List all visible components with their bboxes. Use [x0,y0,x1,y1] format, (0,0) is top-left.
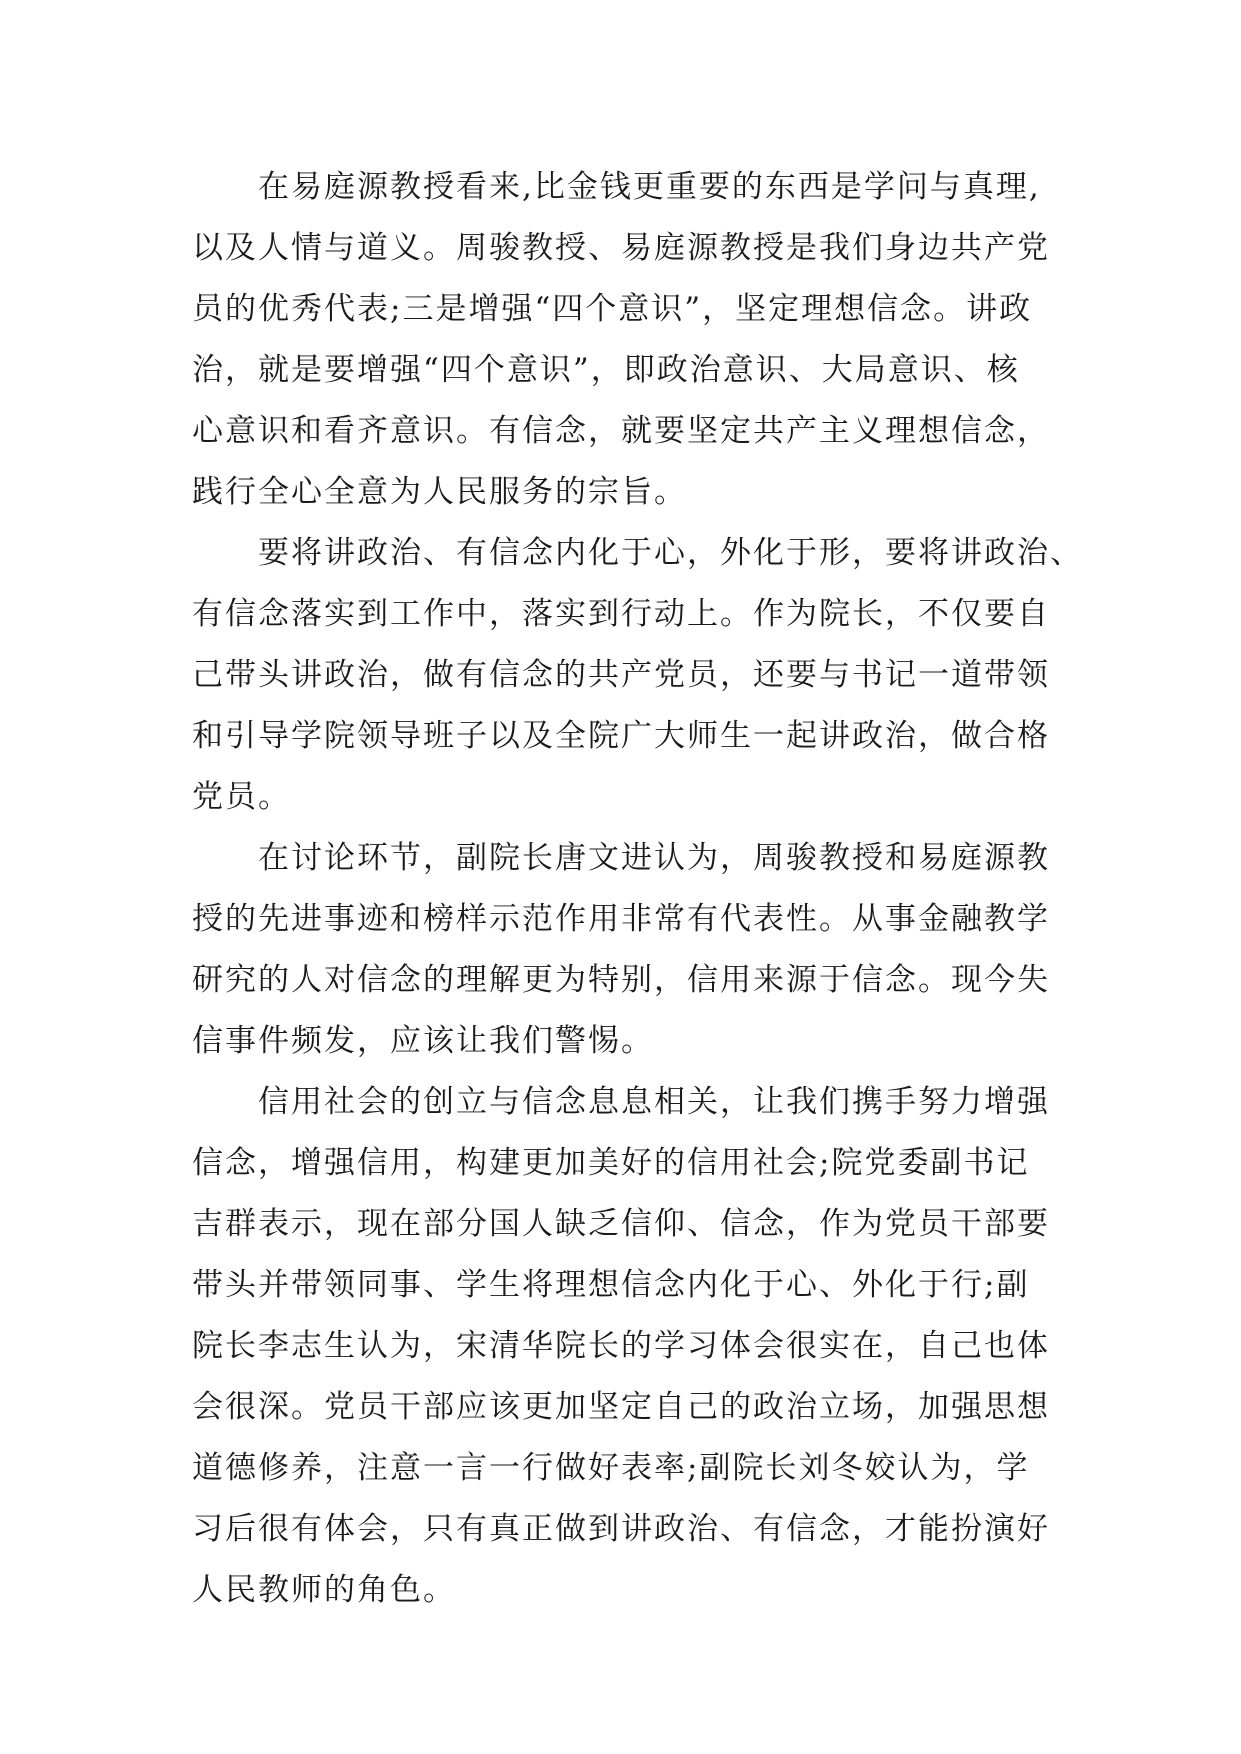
paragraph [192,157,1082,523]
text-line: 授的先进事迹和榜样示范作用非常有代表性。从事金融教学 [192,901,1050,937]
text-line: 党员。 [192,779,291,815]
paragraph [192,523,1082,828]
text-line: 人民教师的角色。 [192,1572,456,1608]
text-line: 信用社会的创立与信念息息相关，让我们携手努力增强 [258,1084,1050,1120]
text-line: 带头并带领同事、学生将理想信念内化于心、外化于行;副 [192,1267,1030,1303]
text-line: 在讨论环节，副院长唐文进认为，周骏教授和易庭源教 [258,840,1050,876]
paragraph [192,1072,1082,1621]
text-line: 和引导学院领导班子以及全院广大师生一起讲政治，做合格 [192,718,1050,754]
text-line: 习后很有体会，只有真正做到讲政治、有信念，才能扮演好 [192,1511,1050,1547]
text-line: 心意识和看齐意识。有信念，就要坚定共产主义理想信念， [192,413,1050,449]
document-body [192,157,1082,1621]
text-line: 在易庭源教授看来,比金钱更重要的东西是学问与真理, [258,169,1041,205]
text-line: 要将讲政治、有信念内化于心，外化于形，要将讲政治、 [258,535,1083,571]
text-line: 会很深。党员干部应该更加坚定自己的政治立场，加强思想 [192,1389,1050,1425]
text-line: 信念，增强信用，构建更加美好的信用社会;院党委副书记 [192,1145,1030,1181]
text-line: 员的优秀代表;三是增强“四个意识”，坚定理想信念。讲政 [192,291,1033,327]
text-line: 以及人情与道义。周骏教授、易庭源教授是我们身边共产党 [192,230,1050,266]
paragraph [192,828,1082,1072]
text-line: 有信念落实到工作中，落实到行动上。作为院长，不仅要自 [192,596,1050,632]
text-line: 治，就是要增强“四个意识”，即政治意识、大局意识、核 [192,352,1020,388]
text-line: 信事件频发，应该让我们警惕。 [192,1023,654,1059]
text-line: 院长李志生认为，宋清华院长的学习体会很实在，自己也体 [192,1328,1050,1364]
text-line: 研究的人对信念的理解更为特别，信用来源于信念。现今失 [192,962,1050,998]
text-line: 吉群表示，现在部分国人缺乏信仰、信念，作为党员干部要 [192,1206,1050,1242]
text-line: 道德修养，注意一言一行做好表率;副院长刘冬姣认为，学 [192,1450,1030,1486]
text-line: 己带头讲政治，做有信念的共产党员，还要与书记一道带领 [192,657,1050,693]
text-line: 践行全心全意为人民服务的宗旨。 [192,474,687,510]
